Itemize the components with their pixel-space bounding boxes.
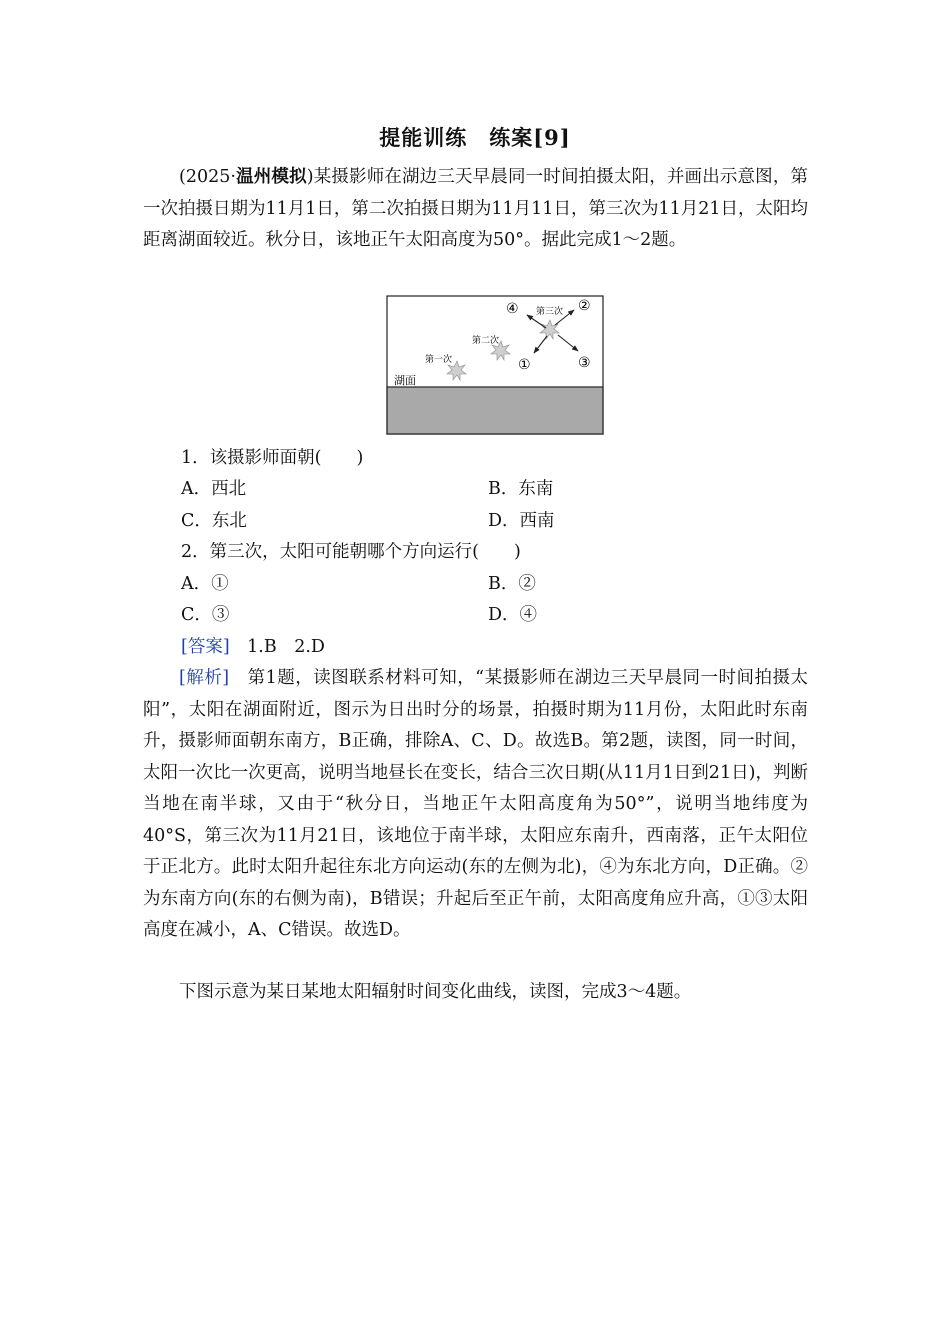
q1-option-c[interactable]: C．东北 [181, 511, 247, 531]
dir-4-label: ④ [506, 301, 519, 317]
analysis-text: 第1题，读图联系材料可知，“某摄影师在湖边三天早晨同一时间拍摄太阳”，太阳在湖面附近，图示为日出时分的场景，拍摄时期为11月份，太阳此时东南升，摄影师面朝东南方，B正确，排除A、C、D。故选B。第2题，读图，同一时间，太阳一次比一次更高，说明当地昼长在变长，结合三次日期(从11月1日到21日)，判断当地在南半球，又由于“秋分日，当地正午太阳高度角为50°”，说明当地纬度为40°S，第三次为11月21日，该地位于南半球，太阳应东南升，西南落，正午太阳位于正北方。此时太阳升起往东北方向运动(东的左侧为北)，④为东北方向，D正确。②为东南方向(东的右侧为南)，B错误；升起后至正午前，太阳高度角应升高，①③太阳高度在减小，A、C错误。故选D。 [143, 668, 809, 940]
q2-option-a[interactable]: A．① [181, 574, 229, 594]
intro-paragraph [143, 162, 808, 257]
q2-option-d[interactable]: D．④ [488, 605, 538, 625]
source-tag: (2025·温州模拟) [179, 167, 314, 187]
page-title: 提能训练 练案[9] [379, 125, 571, 150]
answer-line [181, 632, 325, 664]
lake-water [387, 387, 603, 434]
answer-label: [答案] [181, 637, 230, 657]
dir-2-label: ② [578, 298, 591, 314]
next-section-intro [143, 977, 808, 1009]
sun-2-label: 第二次 [472, 336, 500, 346]
question-1-stem: 1．该摄影师面朝( ) [181, 448, 364, 468]
q1-option-b[interactable]: B．东南 [488, 479, 554, 499]
sun-3-label: 第三次 [536, 307, 564, 317]
q1-option-a[interactable]: A．西北 [181, 479, 247, 499]
analysis-paragraph [143, 663, 808, 947]
answer-text: 1.B 2.D [247, 637, 325, 657]
lake-label: 湖面 [394, 374, 416, 387]
q1-option-d[interactable]: D．西南 [488, 511, 555, 531]
dir-1-label: ① [518, 357, 531, 373]
q2-option-c[interactable]: C．③ [181, 605, 230, 625]
q2-option-b[interactable]: B．② [488, 574, 536, 594]
sun-diagram-svg [386, 295, 604, 435]
question-2-stem: 2．第三次，太阳可能朝哪个方向运行( ) [181, 542, 521, 562]
sun-1-label: 第一次 [425, 355, 453, 365]
dir-3-label: ③ [578, 355, 591, 371]
intro-text: 某摄影师在湖边三天早晨同一时间拍摄太阳，并画出示意图，第一次拍摄日期为11月1日，第二次拍摄日期为11月11日，第三次为11月21日，太阳均距离湖面较近。秋分日，该地正午太阳高度为50°。据此完成1～2题。 [143, 167, 809, 250]
analysis-label: [解析] [179, 668, 230, 688]
next-section-text: 下图示意为某日某地太阳辐射时间变化曲线，读图，完成3～4题。 [179, 982, 692, 1002]
sun-diagram [386, 295, 604, 435]
